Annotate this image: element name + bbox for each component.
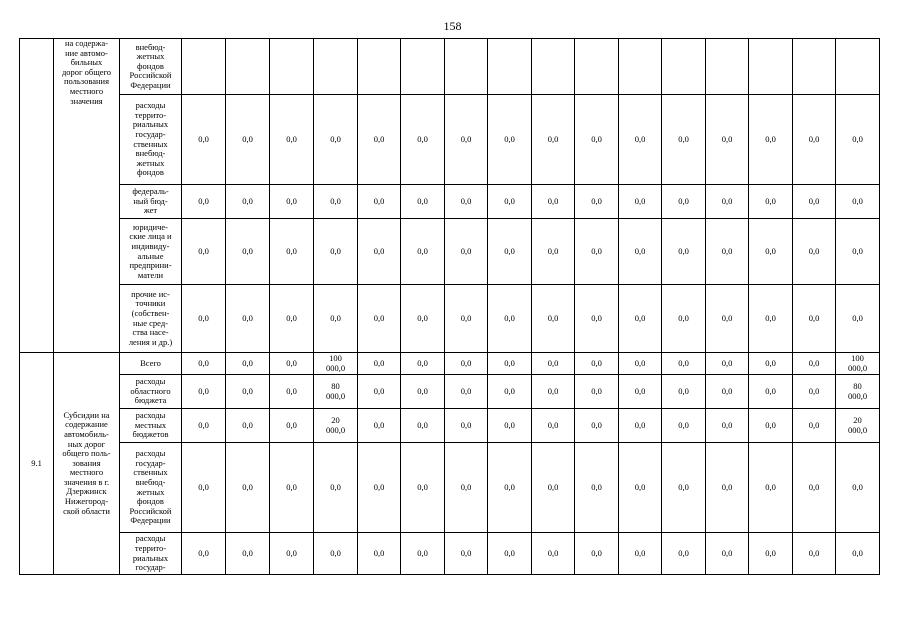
value-cell: 0,0 xyxy=(575,375,619,409)
value-cell: 0,0 xyxy=(358,353,401,375)
value-cell: 0,0 xyxy=(532,409,575,443)
value-cell: 20 000,0 xyxy=(836,409,880,443)
value-cell: 80 000,0 xyxy=(836,375,880,409)
value-cell: 0,0 xyxy=(270,185,314,219)
value-cell: 0,0 xyxy=(314,443,358,533)
value-cell: 0,0 xyxy=(314,533,358,575)
value-cell: 0,0 xyxy=(182,443,226,533)
value-cell: 0,0 xyxy=(793,95,836,185)
value-cell: 0,0 xyxy=(358,185,401,219)
value-cell: 0,0 xyxy=(706,185,749,219)
value-cell: 0,0 xyxy=(445,443,488,533)
item-number-cell: 9.1 xyxy=(20,353,54,575)
value-cell xyxy=(488,39,532,95)
value-cell xyxy=(314,39,358,95)
value-cell: 0,0 xyxy=(358,409,401,443)
value-cell: 0,0 xyxy=(270,443,314,533)
value-cell: 0,0 xyxy=(793,443,836,533)
value-cell: 0,0 xyxy=(619,409,662,443)
value-cell: 0,0 xyxy=(749,375,793,409)
value-cell: 0,0 xyxy=(445,533,488,575)
value-cell xyxy=(706,39,749,95)
value-cell: 0,0 xyxy=(182,95,226,185)
value-cell: 0,0 xyxy=(401,185,445,219)
value-cell: 0,0 xyxy=(793,375,836,409)
value-cell: 0,0 xyxy=(182,375,226,409)
value-cell xyxy=(749,39,793,95)
value-cell: 0,0 xyxy=(401,353,445,375)
value-cell: 0,0 xyxy=(358,285,401,353)
value-cell: 0,0 xyxy=(488,409,532,443)
funding-source-cell: расходы областного бюджета xyxy=(120,375,182,409)
value-cell: 0,0 xyxy=(532,219,575,285)
value-cell xyxy=(445,39,488,95)
table-row xyxy=(20,353,880,375)
value-cell: 0,0 xyxy=(488,219,532,285)
value-cell: 0,0 xyxy=(662,533,706,575)
value-cell: 0,0 xyxy=(619,443,662,533)
value-cell: 0,0 xyxy=(488,375,532,409)
value-cell: 0,0 xyxy=(226,95,270,185)
value-cell: 0,0 xyxy=(706,409,749,443)
value-cell: 0,0 xyxy=(793,185,836,219)
value-cell: 0,0 xyxy=(532,353,575,375)
table-row xyxy=(20,533,880,575)
value-cell: 0,0 xyxy=(445,353,488,375)
table-row xyxy=(20,95,880,185)
value-cell: 0,0 xyxy=(619,375,662,409)
value-cell: 0,0 xyxy=(358,219,401,285)
value-cell: 0,0 xyxy=(182,353,226,375)
value-cell: 0,0 xyxy=(314,95,358,185)
value-cell: 0,0 xyxy=(836,219,880,285)
value-cell: 0,0 xyxy=(662,285,706,353)
value-cell: 0,0 xyxy=(226,285,270,353)
value-cell: 0,0 xyxy=(358,95,401,185)
value-cell xyxy=(401,39,445,95)
value-cell: 0,0 xyxy=(226,443,270,533)
value-cell: 0,0 xyxy=(226,185,270,219)
value-cell: 0,0 xyxy=(706,95,749,185)
page-number: 158 xyxy=(443,19,462,33)
value-cell: 80 000,0 xyxy=(314,375,358,409)
value-cell: 0,0 xyxy=(182,185,226,219)
value-cell: 0,0 xyxy=(401,219,445,285)
value-cell: 0,0 xyxy=(532,285,575,353)
value-cell: 0,0 xyxy=(836,95,880,185)
value-cell: 0,0 xyxy=(182,285,226,353)
value-cell: 0,0 xyxy=(836,285,880,353)
value-cell: 0,0 xyxy=(401,409,445,443)
value-cell: 0,0 xyxy=(749,533,793,575)
value-cell: 0,0 xyxy=(445,285,488,353)
value-cell: 0,0 xyxy=(488,285,532,353)
value-cell: 0,0 xyxy=(314,219,358,285)
value-cell: 0,0 xyxy=(662,95,706,185)
funding-source-cell: внебюд- жетных фондов Российской Федерации xyxy=(120,39,182,95)
value-cell xyxy=(836,39,880,95)
value-cell: 0,0 xyxy=(575,95,619,185)
value-cell: 0,0 xyxy=(488,353,532,375)
value-cell xyxy=(532,39,575,95)
value-cell: 0,0 xyxy=(226,375,270,409)
value-cell xyxy=(358,39,401,95)
value-cell: 0,0 xyxy=(706,375,749,409)
budget-table xyxy=(19,38,880,575)
value-cell: 0,0 xyxy=(314,285,358,353)
value-cell: 0,0 xyxy=(836,533,880,575)
table-row xyxy=(20,409,880,443)
value-cell: 0,0 xyxy=(226,533,270,575)
value-cell: 0,0 xyxy=(793,219,836,285)
value-cell: 0,0 xyxy=(749,409,793,443)
value-cell: 0,0 xyxy=(532,185,575,219)
value-cell: 100 000,0 xyxy=(314,353,358,375)
value-cell xyxy=(182,39,226,95)
value-cell: 0,0 xyxy=(749,219,793,285)
value-cell xyxy=(226,39,270,95)
value-cell: 0,0 xyxy=(445,375,488,409)
value-cell: 20 000,0 xyxy=(314,409,358,443)
value-cell: 0,0 xyxy=(706,533,749,575)
value-cell: 0,0 xyxy=(270,95,314,185)
value-cell: 0,0 xyxy=(575,219,619,285)
value-cell: 0,0 xyxy=(575,409,619,443)
value-cell: 0,0 xyxy=(401,95,445,185)
funding-source-cell: Всего xyxy=(120,353,182,375)
value-cell: 0,0 xyxy=(182,409,226,443)
value-cell: 0,0 xyxy=(314,185,358,219)
value-cell: 0,0 xyxy=(662,185,706,219)
value-cell: 0,0 xyxy=(662,353,706,375)
value-cell: 0,0 xyxy=(488,185,532,219)
value-cell: 0,0 xyxy=(662,409,706,443)
value-cell xyxy=(619,39,662,95)
value-cell: 0,0 xyxy=(401,443,445,533)
value-cell: 0,0 xyxy=(488,443,532,533)
value-cell: 0,0 xyxy=(749,443,793,533)
funding-source-cell: юридиче- ские лица и индивиду- альные предприни- матели xyxy=(120,219,182,285)
value-cell: 0,0 xyxy=(619,353,662,375)
value-cell: 0,0 xyxy=(749,185,793,219)
value-cell: 0,0 xyxy=(706,353,749,375)
value-cell: 0,0 xyxy=(662,219,706,285)
value-cell: 0,0 xyxy=(226,409,270,443)
funding-source-cell: расходы террито- риальных государ- ственных внебюд- жетных фондов xyxy=(120,95,182,185)
value-cell xyxy=(270,39,314,95)
value-cell: 0,0 xyxy=(575,533,619,575)
table-row xyxy=(20,285,880,353)
value-cell: 0,0 xyxy=(226,219,270,285)
value-cell: 0,0 xyxy=(532,375,575,409)
funding-source-cell: прочие ис- точники (собствен- ные сред- ства насе- ления и др.) xyxy=(120,285,182,353)
funding-source-cell: расходы террито- риальных государ- xyxy=(120,533,182,575)
value-cell xyxy=(793,39,836,95)
table-row xyxy=(20,39,880,95)
value-cell: 0,0 xyxy=(706,443,749,533)
value-cell: 0,0 xyxy=(226,353,270,375)
table-row xyxy=(20,375,880,409)
item-number-cell xyxy=(20,39,54,353)
value-cell: 0,0 xyxy=(270,285,314,353)
table-row xyxy=(20,185,880,219)
value-cell: 0,0 xyxy=(270,219,314,285)
value-cell: 0,0 xyxy=(662,443,706,533)
value-cell: 0,0 xyxy=(488,533,532,575)
value-cell: 0,0 xyxy=(445,95,488,185)
value-cell: 0,0 xyxy=(270,533,314,575)
value-cell: 0,0 xyxy=(358,443,401,533)
value-cell: 0,0 xyxy=(358,533,401,575)
value-cell: 0,0 xyxy=(836,443,880,533)
value-cell: 0,0 xyxy=(532,95,575,185)
value-cell: 0,0 xyxy=(182,533,226,575)
value-cell xyxy=(575,39,619,95)
value-cell: 0,0 xyxy=(358,375,401,409)
value-cell: 0,0 xyxy=(836,185,880,219)
value-cell: 0,0 xyxy=(575,185,619,219)
value-cell: 0,0 xyxy=(749,353,793,375)
funding-source-cell: расходы местных бюджетов xyxy=(120,409,182,443)
value-cell: 0,0 xyxy=(619,285,662,353)
value-cell: 0,0 xyxy=(793,409,836,443)
value-cell: 0,0 xyxy=(706,219,749,285)
value-cell: 0,0 xyxy=(270,353,314,375)
value-cell: 0,0 xyxy=(445,409,488,443)
value-cell xyxy=(662,39,706,95)
value-cell: 0,0 xyxy=(793,285,836,353)
value-cell: 0,0 xyxy=(619,533,662,575)
value-cell: 0,0 xyxy=(575,443,619,533)
value-cell: 0,0 xyxy=(749,95,793,185)
value-cell: 0,0 xyxy=(662,375,706,409)
value-cell: 0,0 xyxy=(793,533,836,575)
value-cell: 0,0 xyxy=(532,533,575,575)
funding-source-cell: расходы государ- ственных внебюд- жетных фондов Российской Федерации xyxy=(120,443,182,533)
value-cell: 0,0 xyxy=(445,219,488,285)
value-cell: 0,0 xyxy=(575,353,619,375)
table-body xyxy=(20,39,880,575)
value-cell: 0,0 xyxy=(270,409,314,443)
table-row xyxy=(20,219,880,285)
value-cell: 0,0 xyxy=(401,285,445,353)
value-cell: 0,0 xyxy=(749,285,793,353)
item-description-cell: на содержа- ние автомо- бильных дорог общего пользования местного значения xyxy=(54,39,120,353)
value-cell: 0,0 xyxy=(270,375,314,409)
value-cell: 0,0 xyxy=(445,185,488,219)
value-cell: 0,0 xyxy=(619,185,662,219)
value-cell: 0,0 xyxy=(706,285,749,353)
value-cell: 0,0 xyxy=(401,533,445,575)
value-cell: 0,0 xyxy=(793,353,836,375)
table-row xyxy=(20,443,880,533)
value-cell: 0,0 xyxy=(575,285,619,353)
funding-source-cell: федераль- ный бюд- жет xyxy=(120,185,182,219)
value-cell: 0,0 xyxy=(619,95,662,185)
value-cell: 0,0 xyxy=(182,219,226,285)
value-cell: 0,0 xyxy=(401,375,445,409)
value-cell: 100 000,0 xyxy=(836,353,880,375)
item-description-cell: Субсидии на содержание автомобиль- ных дорог общего поль- зования местного значения в г. Дзержинск Нижегород- ской области xyxy=(54,353,120,575)
value-cell: 0,0 xyxy=(619,219,662,285)
value-cell: 0,0 xyxy=(532,443,575,533)
value-cell: 0,0 xyxy=(488,95,532,185)
